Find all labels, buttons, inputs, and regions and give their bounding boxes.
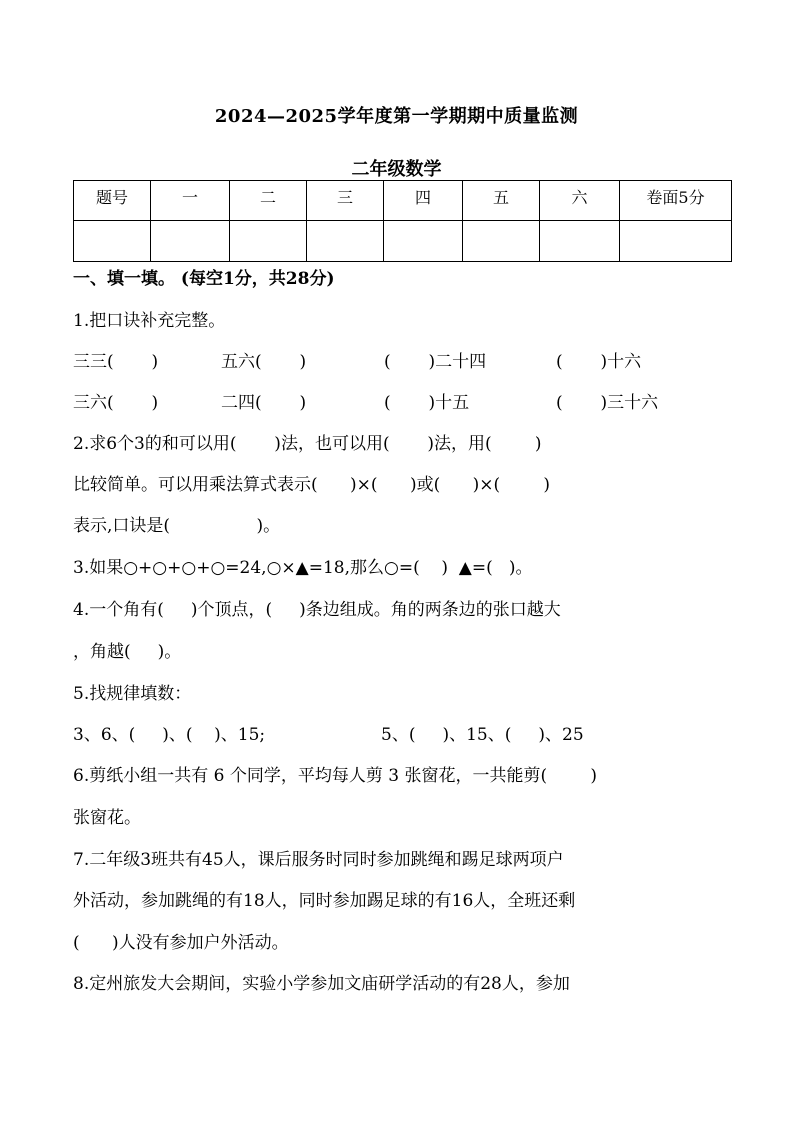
score-header-cell: 六 bbox=[540, 181, 620, 221]
score-header-cell: 三 bbox=[307, 181, 384, 221]
exam-subtitle: 二年级数学 bbox=[351, 159, 442, 180]
q1-blank[interactable]: 五六( ) bbox=[221, 352, 307, 372]
q5-line: 5.找规律填数： bbox=[73, 684, 192, 704]
score-header-cell: 二 bbox=[230, 181, 307, 221]
q1-blank[interactable]: ( )三十六 bbox=[556, 393, 659, 413]
q4-line: ，角越( )。 bbox=[73, 642, 182, 662]
score-input-cell[interactable] bbox=[620, 221, 732, 262]
score-input-cell[interactable] bbox=[151, 221, 230, 262]
q5-sequence-2: 5、( )、15、( )、25 bbox=[381, 725, 584, 745]
score-input-cell[interactable] bbox=[540, 221, 620, 262]
exam-title: 2024—2025学年度第一学期期中质量监测 bbox=[214, 106, 579, 127]
score-table-score-row bbox=[74, 221, 732, 262]
q8-line: 8.定州旅发大会期间，实验小学参加文庙研学活动的有28人，参加 bbox=[73, 974, 570, 994]
q4-line: 4.一个角有( )个顶点，( )条边组成。角的两条边的张口越大 bbox=[73, 600, 561, 620]
q6-line: 6.剪纸小组一共有 6 个同学，平均每人剪 3 张窗花，一共能剪( ) bbox=[73, 766, 597, 786]
q5-sequence-1: 3、6、( )、( )、15; bbox=[73, 725, 266, 745]
score-table bbox=[73, 180, 732, 262]
q1-blank[interactable]: ( )二十四 bbox=[384, 352, 487, 372]
q3-line: 3.如果○+○+○+○=24,○×▲=18,那么○=( ) ▲=( )。 bbox=[73, 558, 533, 578]
score-header-cell: 五 bbox=[463, 181, 540, 221]
score-header-cell: 四 bbox=[384, 181, 463, 221]
score-input-cell[interactable] bbox=[230, 221, 307, 262]
q2-line: 2.求6个3的和可以用( )法，也可以用( )法，用( ) bbox=[73, 434, 542, 454]
section1-heading: 一、填一填。 (每空1分，共28分) bbox=[73, 269, 335, 289]
q1-blank[interactable]: 三三( ) bbox=[73, 352, 159, 372]
q6-line: 张窗花。 bbox=[73, 808, 141, 828]
q7-line: 7.二年级3班共有45人，课后服务时同时参加跳绳和踢足球两项户 bbox=[73, 850, 564, 870]
q2-line: 表示,口诀是( )。 bbox=[73, 516, 281, 536]
q7-line: 外活动，参加跳绳的有18人，同时参加踢足球的有16人，全班还剩 bbox=[73, 891, 576, 911]
score-header-cell: 一 bbox=[151, 181, 230, 221]
score-input-cell[interactable] bbox=[307, 221, 384, 262]
score-header-cell: 题号 bbox=[74, 181, 151, 221]
score-input-cell[interactable] bbox=[384, 221, 463, 262]
score-input-cell[interactable] bbox=[74, 221, 151, 262]
q1-blank[interactable]: 二四( ) bbox=[221, 393, 307, 413]
q2-line: 比较简单。可以用乘法算式表示( )×( )或( )×( ) bbox=[73, 475, 551, 495]
q1-text: 1.把口诀补充完整。 bbox=[73, 311, 226, 331]
score-table-header-row bbox=[74, 181, 732, 221]
score-header-cell: 卷面5分 bbox=[620, 181, 732, 221]
q1-blank[interactable]: 三六( ) bbox=[73, 393, 159, 413]
score-input-cell[interactable] bbox=[463, 221, 540, 262]
q1-blank[interactable]: ( )十五 bbox=[384, 393, 470, 413]
q1-blank[interactable]: ( )十六 bbox=[556, 352, 642, 372]
q7-line: ( )人没有参加户外活动。 bbox=[73, 933, 289, 953]
